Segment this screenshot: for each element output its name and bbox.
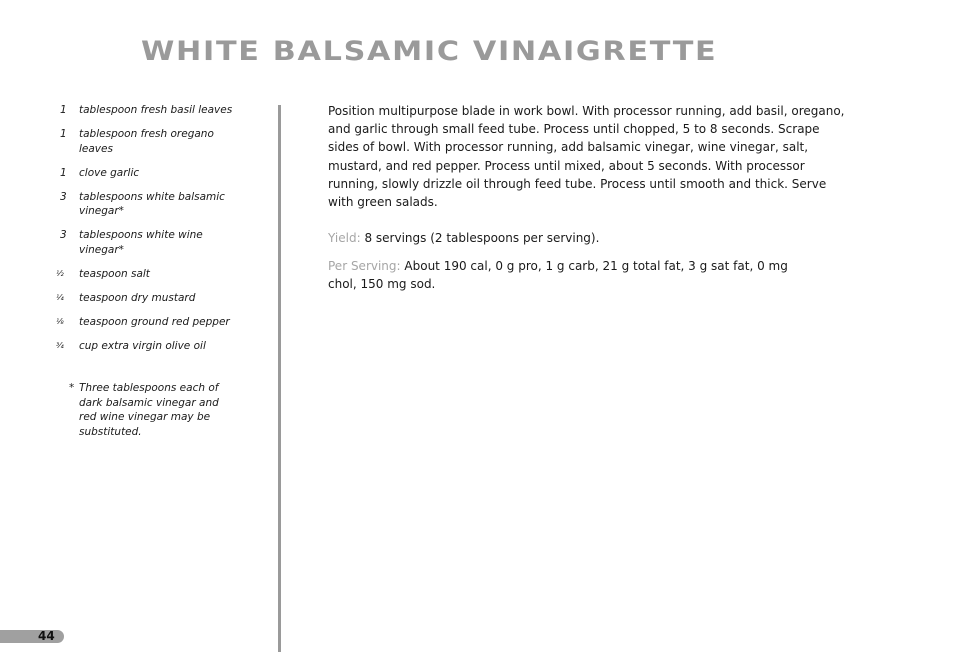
- column-divider: [278, 105, 281, 652]
- ingredient-row: [56, 190, 246, 219]
- ingredient-item: teaspoon salt: [79, 267, 150, 280]
- per-serving-value: About 190 cal, 0 g pro, 1 g carb, 21 g total fat, 3 g sat fat, 0 mg chol, 150 mg sod.: [328, 259, 788, 292]
- ingredient-quantity: ¹⁄₂: [56, 268, 64, 278]
- per-serving-label: Per Serving:: [328, 259, 401, 273]
- ingredient-quantity: 3: [60, 190, 67, 203]
- ingredient-quantity: 1: [60, 166, 67, 179]
- yield-label: Yield:: [328, 231, 361, 245]
- recipe-title: WHITE BALSAMIC VINAIGRETTE: [141, 36, 718, 67]
- yield-value: 8 servings (2 tablespoons per serving).: [364, 231, 600, 245]
- ingredient-row: [56, 267, 246, 282]
- ingredient-row: [56, 339, 246, 354]
- ingredient-item: tablespoon fresh oregano leaves: [79, 128, 214, 155]
- ingredient-row: [56, 315, 246, 330]
- ingredient-quantity: 3: [60, 229, 67, 241]
- recipe-yield: [328, 229, 848, 247]
- nutrition-per-serving: [328, 257, 808, 293]
- ingredient-row: [56, 228, 246, 257]
- ingredient-item: tablespoons white wine vinegar*: [79, 229, 203, 256]
- ingredient-quantity: ¹⁄₈: [56, 316, 64, 326]
- footnote-marker: *: [69, 382, 75, 394]
- footnote-text: Three tablespoons each of dark balsamic vinegar and red wine vinegar may be substituted.: [79, 382, 219, 438]
- ingredient-row: [56, 103, 246, 118]
- ingredient-item: teaspoon ground red pepper: [79, 315, 230, 328]
- ingredient-quantity: 1: [60, 128, 67, 140]
- ingredient-row: [56, 291, 246, 306]
- ingredient-item: cup extra virgin olive oil: [79, 339, 206, 352]
- ingredient-quantity: ¹⁄₄: [56, 292, 64, 302]
- ingredient-item: tablespoon fresh basil leaves: [79, 104, 233, 116]
- recipe-directions: Position multipurpose blade in work bowl. With processor running, add basil, oregano, and garlic through small feed tube. Process until chopped, 5 to 8 seconds. Scrape sides of bowl. With processor running, add balsamic vinegar, wine vinegar, salt, mustard, and red pepper. Process until mixed, about 5 seconds. With processor running, slowly drizzle oil through feed tube. Process until smooth and thick. Serve with green salads.: [328, 104, 845, 210]
- ingredient-item: clove garlic: [79, 166, 140, 179]
- ingredient-quantity: 1: [60, 104, 67, 116]
- ingredient-row: [56, 166, 246, 181]
- ingredient-row: [56, 127, 246, 156]
- ingredient-quantity: ³⁄₄: [56, 340, 64, 350]
- ingredient-list: [56, 103, 246, 363]
- ingredient-item: tablespoons white balsamic vinegar*: [79, 190, 225, 217]
- ingredient-item: teaspoon dry mustard: [79, 291, 196, 304]
- ingredient-footnote: [69, 381, 239, 439]
- page-number: 44: [38, 629, 55, 643]
